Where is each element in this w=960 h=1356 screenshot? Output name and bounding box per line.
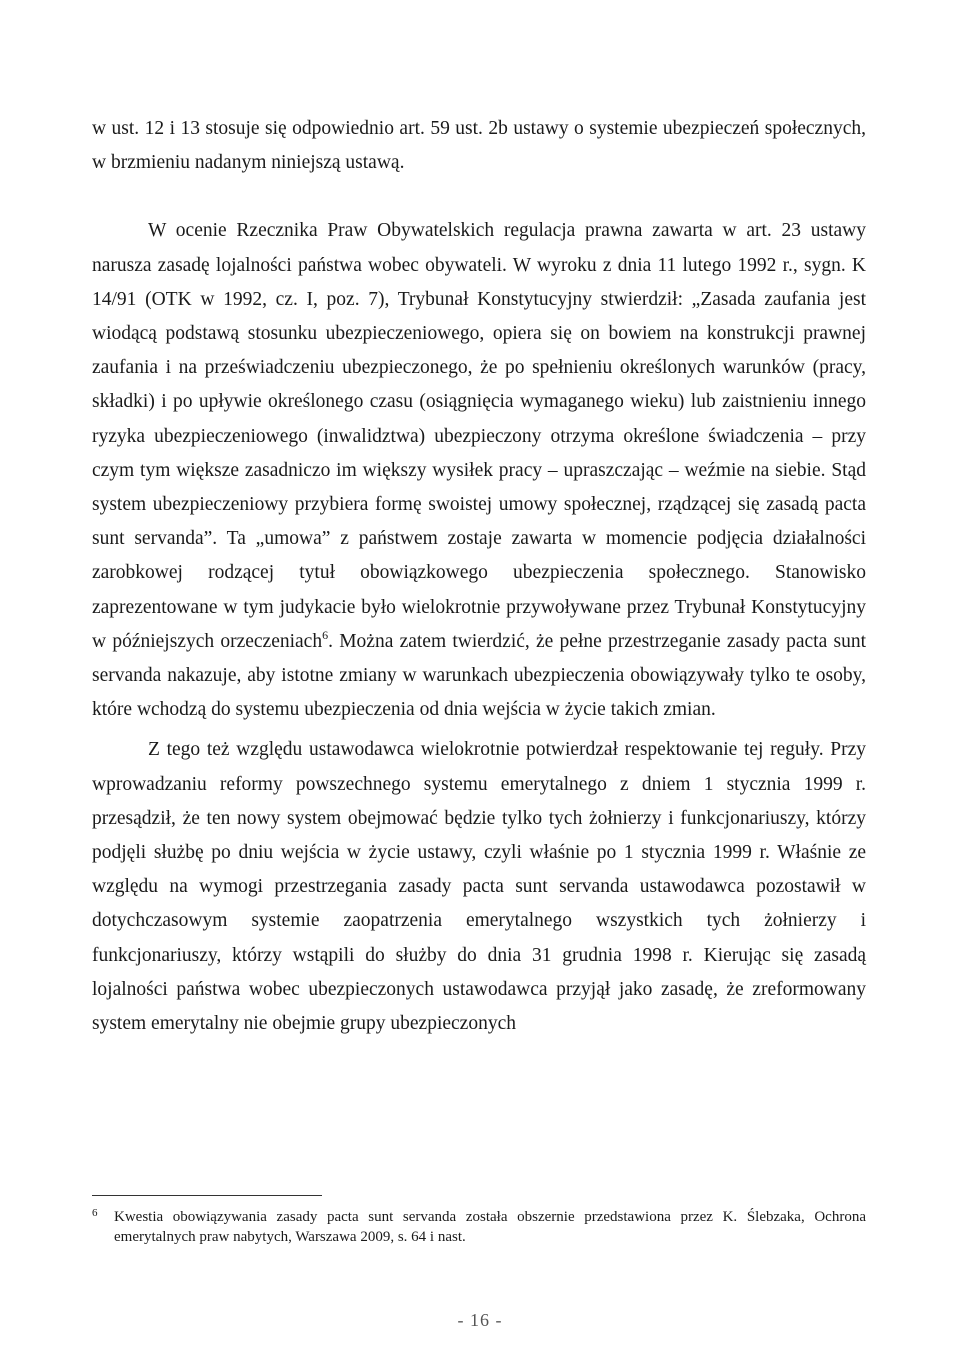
paragraph-legislator: Z tego też względu ustawodawca wielokrotnie potwierdzał respektowanie tej reguły. Przy wprowadzaniu reformy powszechnego systemu emerytalnego z dniem 1 stycznia 1999 r. przesądził, że ten nowy system obejmować będzie tylko tych żołnierzy i funkcjonariuszy, którzy podjęli służbę po dniu wejścia w życie ustawy, czyli właśnie po 1 stycznia 1999 r. Właśnie ze względu na wymogi przestrzegania zasady pacta sunt servanda ustawodawca pozostawił w dotychczasowym systemie zaopatrzenia emerytalnego wszystkich tych żołnierzy i funkcjonariuszy, którzy wstąpili do służby do dnia 31 grudnia 1998 r. Kierując się zasadą lojalności państwa wobec ubezpieczonych ustawodawca przyjął jako zasadę, że zreformowany system emerytalny nie obejmie grupy ubezpieczonych bbox=[92, 739, 866, 1035]
footnote bbox=[92, 1207, 866, 1247]
footnote-divider bbox=[92, 1195, 322, 1196]
paragraph-continuation: w ust. 12 i 13 stosuje się odpowiednio art. 59 ust. 2b ustawy o systemie ubezpieczeń społecznych, w brzmieniu nadanym niniejszą ustawą. bbox=[92, 118, 866, 174]
page-number: - 16 - bbox=[457, 1310, 503, 1330]
footnote-mark: 6 bbox=[92, 1207, 98, 1219]
document-body bbox=[92, 112, 866, 1041]
footnote-reference[interactable]: 6 bbox=[322, 627, 329, 642]
paragraph-rpo-assessment: W ocenie Rzecznika Praw Obywatelskich regulacja prawna zawarta w art. 23 ustawy narusza zasadę lojalności państwa wobec obywateli. W wyroku z dnia 11 lutego 1992 r., sygn. K 14/91 (OTK w 1992, cz. I, poz. 7), Trybunał Konstytucyjny stwierdził: „Zasada zaufania jest wiodącą podstawą stosunku ubezpieczeniowego, opiera się on bowiem na konstrukcji prawnej zaufania i na przeświadczeniu ubezpieczonego, że po spełnieniu określonych warunków (pracy, składki) i po upływie określonego czasu (osiągnięcia wymaganego wieku) lub zaistnieniu innego ryzyka ubezpieczeniowego (inwalidztwa) ubezpieczony otrzyma określone świadczenia – przy czym tym większe zasadniczo im większy wysiłek pracy – upraszczając – weźmie na siebie. Stąd system ubezpieczeniowy przybiera formę swoistej umowy społecznej, rządzącej się zasadą pacta sunt servanda”. Ta „umowa” z państwem zostaje zawarta w momencie podjęcia działalności zarobkowej rodzącej tytuł obowiązkowego ubezpieczenia społecznego. Stanowisko zaprezentowane w tym judykacie było wielokrotnie przywoływane przez Trybunał Konstytucyjny w późniejszych orzeczeniach$^6$. Można zatem twierdzić, że pełne przestrzeganie zasady pacta sunt servanda nakazuje, aby istotne zmiany w warunkach ubezpieczenia obowiązywały tylko te osoby, które wchodzą do systemu ubezpieczenia od dnia wejścia w życie takich zmian. bbox=[92, 220, 866, 721]
footnote-text: Kwestia obowiązywania zasady pacta sunt servanda została obszernie przedstawiona przez K. Ślebzaka, Ochrona emerytalnych praw nabytych, Warszawa 2009, s. 64 i nast. bbox=[114, 1209, 866, 1245]
paragraph-rpo-conclusion: Można zatem twierdzić, że pełne przestrzeganie zasady pacta sunt servanda nakazuje, aby istotne zmiany w warunkach ubezpieczenia obowiązywały tylko te osoby, które wchodzą do systemu ubezpieczenia od dnia wejścia w życie takich zmian. bbox=[92, 630, 866, 721]
paragraph-rpo-text: W ocenie Rzecznika Praw Obywatelskich regulacja prawna zawarta w art. 23 ustawy narusza zasadę lojalności państwa wobec obywateli. W wyroku z dnia 11 lutego 1992 r., sygn. K 14/91 (OTK w 1992, cz. I, poz. 7), Trybunał Konstytucyjny stwierdził: „Zasada zaufania jest wiodącą podstawą stosunku ubezpieczeniowego, opiera się on bowiem na konstrukcji prawnej zaufania i na przeświadczeniu ubezpieczonego, że po spełnieniu określonych warunków (pracy, składki) i po upływie określonego czasu (osiągnięcia wymaganego wieku) lub zaistnieniu innego ryzyka ubezpieczeniowego (inwalidztwa) ubezpieczony otrzyma określone świadczenia – przy czym tym większe zasadniczo im większy wysiłek pracy – upraszczając – weźmie na siebie. Stąd system ubezpieczeniowy przybiera formę swoistej umowy społecznej, rządzącej się zasadą pacta sunt servanda”. Ta „umowa” z państwem zostaje zawarta w momencie podjęcia działalności zarobkowej rodzącej tytuł obowiązkowego ubezpieczenia społecznego. Stanowisko zaprezentowane w tym judykacie było wielokrotnie przywoływane przez Trybunał Konstytucyjny w późniejszych orzeczeniach bbox=[92, 220, 866, 652]
